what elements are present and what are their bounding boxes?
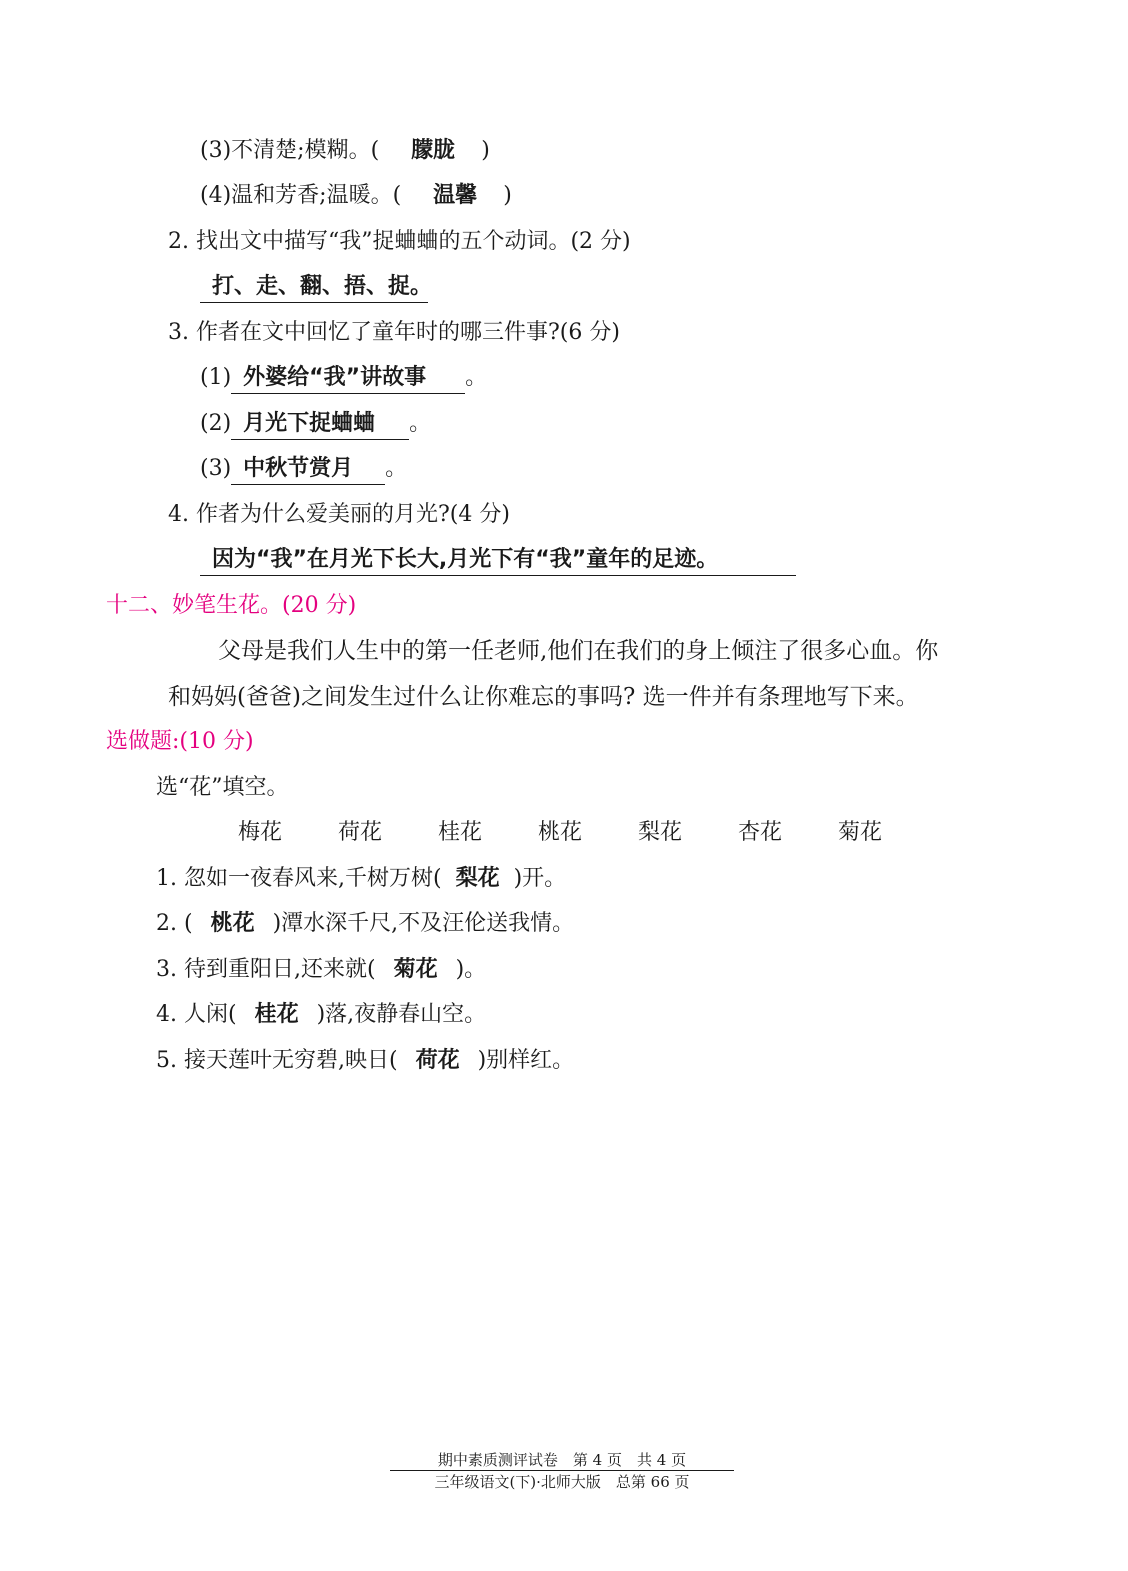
q3-item-3-answer: 中秋节赏月 bbox=[231, 454, 385, 485]
footer-book-info: 三年级语文(下)·北师大版 总第 66 页 bbox=[434, 1473, 690, 1491]
q1-item-4 bbox=[200, 181, 512, 211]
q3-item-2 bbox=[200, 409, 431, 440]
q1-item-4-answer: 温馨 bbox=[433, 183, 478, 208]
q2-question: 2. 找出文中描写“我”捉蛐蛐的五个动词。(2 分) bbox=[168, 229, 631, 254]
q3-item-1 bbox=[200, 363, 487, 394]
footer-divider bbox=[390, 1470, 734, 1471]
q3-item-1-answer: 外婆给“我”讲故事 bbox=[231, 363, 465, 394]
q1-item-4-prefix: (4)温和芳香;温暖。( bbox=[200, 183, 402, 208]
flower-option: 桃花 bbox=[538, 820, 583, 845]
q1-item-4-suffix: ) bbox=[503, 183, 512, 208]
optional-item-1-prefix: 1. 忽如一夜春风来,千树万树( bbox=[156, 866, 442, 891]
q1-item-3-answer: 朦胧 bbox=[411, 138, 456, 163]
flower-option: 桂花 bbox=[438, 820, 483, 845]
optional-item-2-prefix: 2. ( bbox=[156, 911, 193, 936]
q3-item-1-end: 。 bbox=[465, 365, 488, 390]
section-12-prompt-line-1: 父母是我们人生中的第一任老师,他们在我们的身上倾注了很多心血。你 bbox=[218, 638, 939, 664]
optional-item-5-prefix: 5. 接天莲叶无穷碧,映日( bbox=[156, 1048, 398, 1073]
optional-item-2-answer: 桃花 bbox=[210, 911, 255, 936]
optional-instruction: 选“花”填空。 bbox=[156, 775, 289, 800]
q4-answer: 因为“我”在月光下长大,月光下有“我”童年的足迹。 bbox=[200, 545, 796, 576]
flower-option: 菊花 bbox=[838, 820, 883, 845]
optional-item-2 bbox=[156, 909, 574, 939]
q3-item-3-label: (3) bbox=[200, 456, 232, 481]
q3-item-3-end: 。 bbox=[385, 456, 408, 481]
q3-item-1-label: (1) bbox=[200, 365, 232, 390]
q2-answer: 打、走、翻、捂、捉。 bbox=[200, 272, 428, 303]
q3-item-2-label: (2) bbox=[200, 411, 232, 436]
section-12-prompt-line-2: 和妈妈(爸爸)之间发生过什么让你难忘的事吗? 选一件并有条理地写下来。 bbox=[168, 684, 919, 710]
optional-item-3 bbox=[156, 955, 486, 985]
flower-option: 杏花 bbox=[738, 820, 783, 845]
flower-option: 梨花 bbox=[638, 820, 683, 845]
optional-item-2-suffix: )潭水深千尺,不及汪伦送我情。 bbox=[272, 911, 575, 936]
optional-item-1 bbox=[156, 864, 566, 894]
optional-item-4-answer: 桂花 bbox=[254, 1002, 299, 1027]
q1-item-3-prefix: (3)不清楚;模糊。( bbox=[200, 138, 380, 163]
q3-item-2-end: 。 bbox=[409, 411, 432, 436]
optional-item-1-answer: 梨花 bbox=[455, 866, 500, 891]
q2-answer-line bbox=[200, 272, 433, 303]
flower-option: 梅花 bbox=[238, 820, 283, 845]
q3-item-2-answer: 月光下捉蛐蛐 bbox=[231, 409, 409, 440]
optional-item-4-suffix: )落,夜静春山空。 bbox=[316, 1002, 487, 1027]
q3-item-3 bbox=[200, 454, 407, 485]
q1-item-3-suffix: ) bbox=[481, 138, 490, 163]
q3-question: 3. 作者在文中回忆了童年时的哪三件事?(6 分) bbox=[168, 320, 620, 345]
optional-item-3-prefix: 3. 待到重阳日,还来就( bbox=[156, 957, 376, 982]
optional-item-5-answer: 荷花 bbox=[415, 1048, 460, 1073]
q4-answer-line bbox=[200, 545, 796, 576]
section-12-title: 十二、妙笔生花。(20 分) bbox=[106, 593, 357, 618]
flower-option: 荷花 bbox=[338, 820, 383, 845]
q4-question: 4. 作者为什么爱美丽的月光?(4 分) bbox=[168, 502, 510, 527]
footer-page-info: 期中素质测评试卷 第 4 页 共 4 页 bbox=[437, 1451, 687, 1469]
optional-item-5-suffix: )别样红。 bbox=[477, 1048, 575, 1073]
optional-item-1-suffix: )开。 bbox=[513, 866, 567, 891]
optional-item-5 bbox=[156, 1046, 574, 1076]
optional-item-4-prefix: 4. 人闲( bbox=[156, 1002, 237, 1027]
optional-title: 选做题:(10 分) bbox=[106, 729, 254, 754]
optional-item-3-suffix: )。 bbox=[455, 957, 487, 982]
optional-item-3-answer: 菊花 bbox=[393, 957, 438, 982]
optional-item-4 bbox=[156, 1000, 486, 1030]
q1-item-3 bbox=[200, 136, 490, 166]
